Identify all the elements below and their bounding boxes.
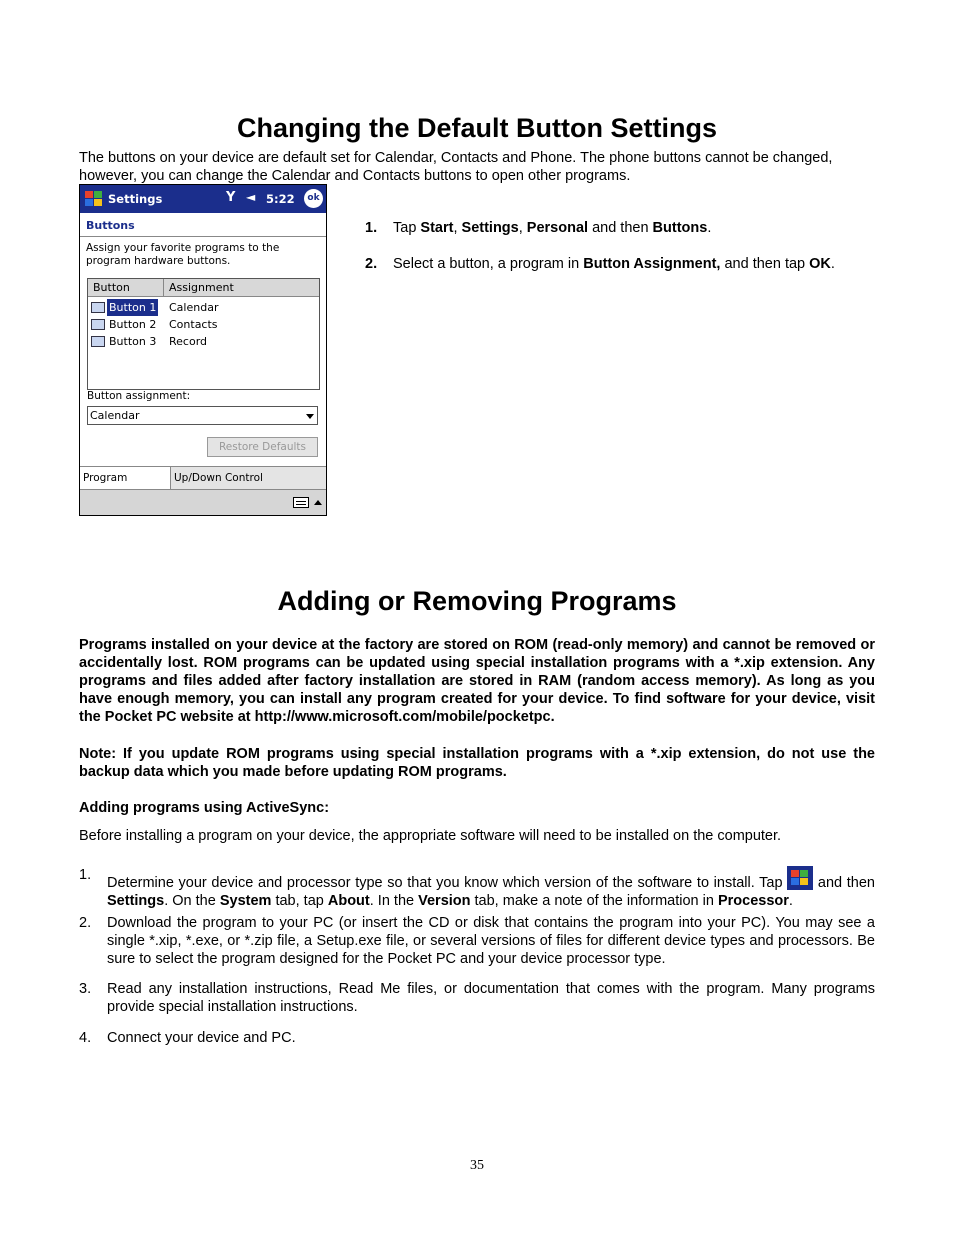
list-item[interactable] xyxy=(88,333,319,350)
button-assignment: Contacts xyxy=(169,318,218,331)
list-item: 2. Download the program to your PC (or insert the CD or disk that contains the program into your PC). You may see a single *.xip, *.exe, or *.zip file, a Setup.exe file, or several versions of files for different device types and processors. Be sure to select the program designed for the Pocket PC and your device processor type. xyxy=(79,915,875,967)
list-item[interactable] xyxy=(88,316,319,333)
divider xyxy=(80,236,326,237)
command-bar xyxy=(80,489,326,516)
ok-button[interactable]: ok xyxy=(304,189,323,208)
keyboard-icon[interactable] xyxy=(293,497,309,508)
section-title-button-settings: Changing the Default Button Settings xyxy=(237,113,717,143)
intro-paragraph: The buttons on your device are default set for Calendar, Contacts and Phone. The phone buttons cannot be changed, however, you can change the Calendar and Contacts buttons to open other programs. xyxy=(79,150,833,184)
description: Assign your favorite programs to the program hardware buttons. xyxy=(86,242,280,267)
button-name: Button 2 xyxy=(109,318,157,331)
title-bar xyxy=(80,185,326,213)
col-header-assignment[interactable]: Assignment xyxy=(164,279,319,297)
before-paragraph: Before installing a program on your device, the appropriate software will need to be installed on the computer. xyxy=(79,828,782,844)
col-header-button[interactable]: Button xyxy=(88,279,164,297)
section-title-adding-programs: Adding or Removing Programs xyxy=(277,586,677,616)
windows-start-icon[interactable] xyxy=(787,866,813,890)
speaker-icon[interactable]: ◄ xyxy=(246,190,256,204)
pocketpc-screenshot xyxy=(79,184,327,516)
button-icon xyxy=(91,319,105,330)
assignment-label: Button assignment: xyxy=(87,390,191,402)
button-steps xyxy=(365,219,885,291)
tab-up-down-control[interactable]: Up/Down Control xyxy=(171,467,326,489)
list-item[interactable] xyxy=(88,299,319,316)
button-name: Button 1 xyxy=(109,301,157,314)
list-item: 1. Tap Start, Settings, Personal and then Buttons. xyxy=(365,220,712,236)
restore-defaults-button[interactable]: Restore Defaults xyxy=(207,437,318,457)
assignment-dropdown[interactable] xyxy=(87,406,318,425)
tab-bar xyxy=(80,466,326,489)
app-title: Settings xyxy=(108,192,163,206)
chevron-up-icon[interactable] xyxy=(314,500,322,505)
note-paragraph: Note: If you update ROM programs using special installation programs with a *.xip extension, do not use the backup data which you made before updating ROM programs. xyxy=(79,746,875,780)
subheading: Adding programs using ActiveSync: xyxy=(79,800,330,816)
assignment-value: Calendar xyxy=(90,409,140,422)
list-item: 4. Connect your device and PC. xyxy=(79,1030,296,1046)
page-number: 35 xyxy=(470,1158,484,1173)
windows-start-icon[interactable] xyxy=(83,188,105,210)
page-subtitle: Buttons xyxy=(86,219,135,232)
button-assignment: Calendar xyxy=(169,301,219,314)
list-item: 3. Read any installation instructions, Read Me files, or documentation that comes with the program. Many programs provide special installation instructions. xyxy=(79,981,875,1015)
clock[interactable]: 5:22 xyxy=(266,192,295,206)
button-icon xyxy=(91,336,105,347)
button-icon xyxy=(91,302,105,313)
button-name: Button 3 xyxy=(109,335,157,348)
button-list[interactable] xyxy=(87,278,320,390)
signal-icon[interactable]: Y xyxy=(226,190,236,205)
button-assignment: Record xyxy=(169,335,208,348)
tab-program-buttons[interactable]: Program xyxy=(80,467,171,489)
rom-paragraph: Programs installed on your device at the factory are stored on ROM (read-only memory) and cannot be removed or accidentally lost. ROM programs can be updated using special installation programs with a *.xip extension. Any programs and files added after factory installation are stored in RAM (random access memory). As long as you have enough memory, you can install any program created for your device. To find software for your device, visit the Pocket PC website at http://www.microsoft.com/mobile/pocketpc. xyxy=(79,637,875,725)
chevron-down-icon[interactable] xyxy=(306,414,314,419)
list-item: 1. Determine your device and processor type so that you know which version of the software to install. Tap and then Settings. On the System tab, tap About. In the Version tab, make a note of the information in Processor. xyxy=(79,867,875,909)
list-item: 2. Select a button, a program in Button Assignment, and then tap OK. xyxy=(365,256,835,272)
